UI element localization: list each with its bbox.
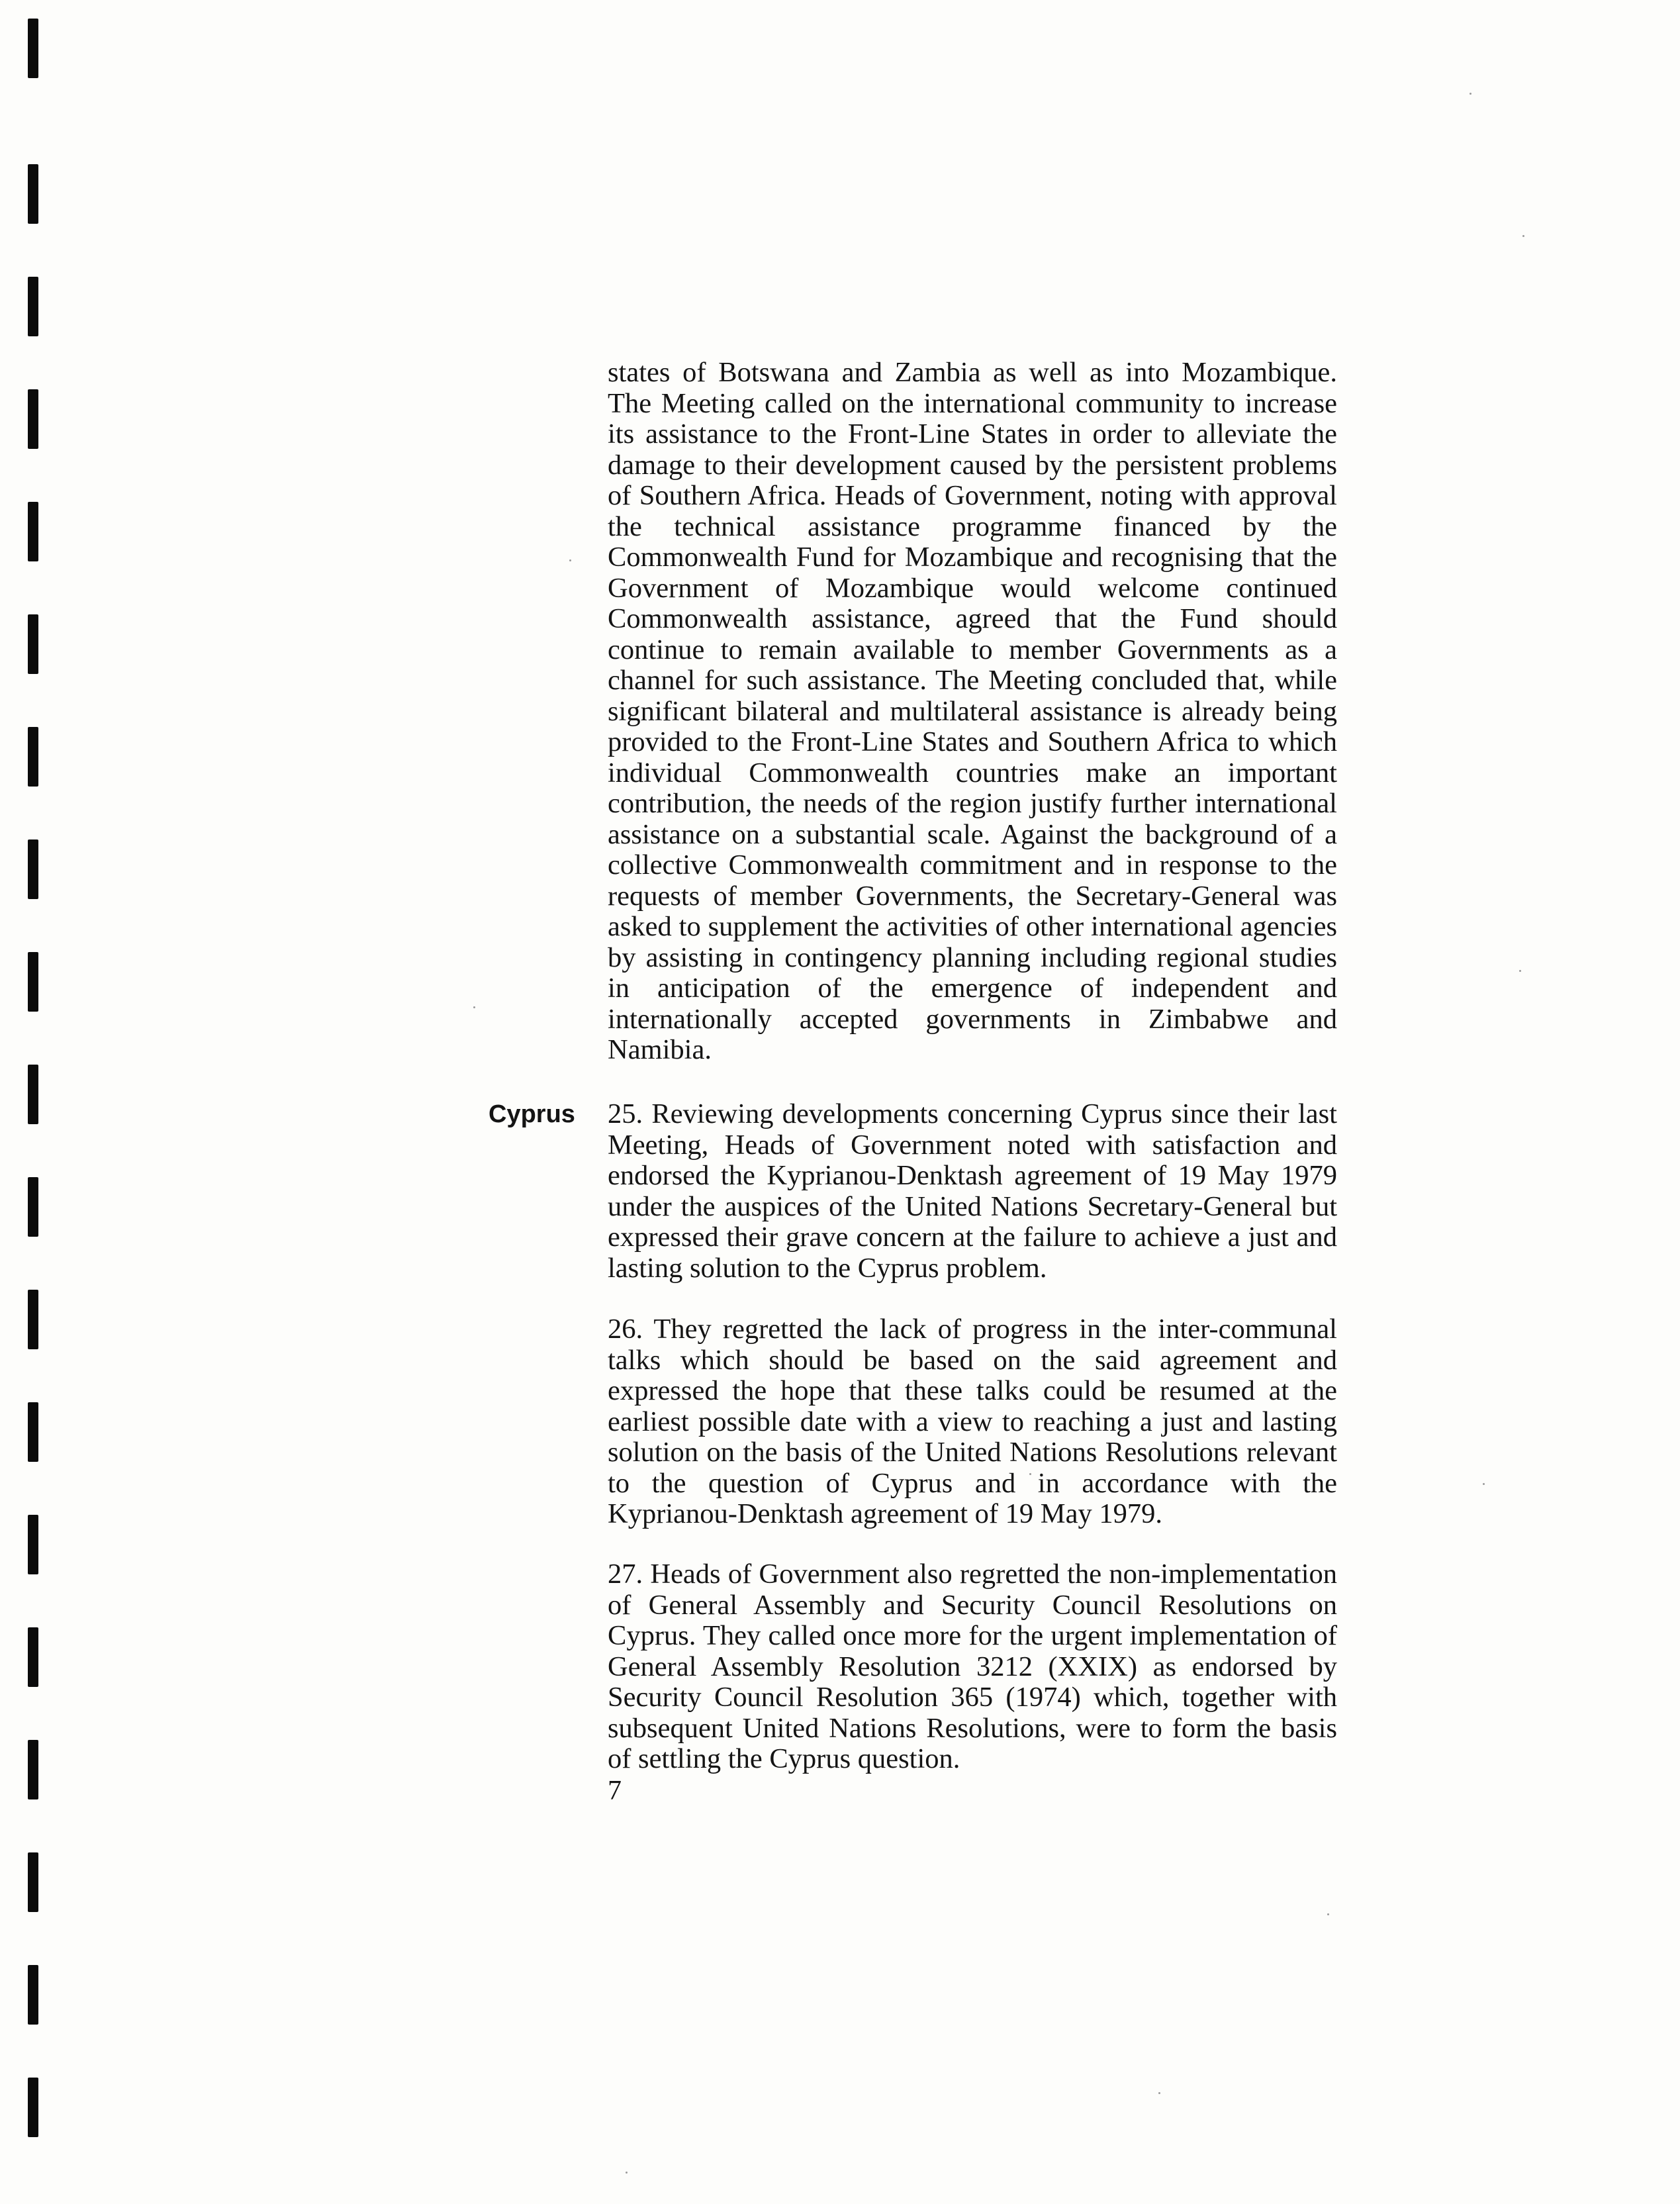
- binding-hole: [28, 502, 38, 561]
- scan-speck: [569, 559, 571, 561]
- margin-heading-cyprus: Cyprus: [489, 1100, 575, 1128]
- binding-hole: [28, 1065, 38, 1124]
- binding-hole: [28, 2078, 38, 2137]
- paragraph-26: 26. They regretted the lack of progress in the inter-communal talks which should be based on the said agreement and expressed the hope that these talks could be resumed at the earliest possible date with a view to reaching a just and lasting solution on the basis of the United Nations Resolutions relevant to the question of Cyprus and in accordance with the Kyprianou-Denktash agreement of 19 May 1979.: [608, 1314, 1337, 1529]
- scan-speck: [1522, 235, 1524, 237]
- binding-hole: [28, 1177, 38, 1237]
- binding-hole: [28, 1515, 38, 1574]
- scan-speck: [1519, 970, 1521, 972]
- scan-speck: [473, 1006, 475, 1008]
- page-number: 7: [608, 1776, 622, 1806]
- scan-speck: [1470, 93, 1471, 95]
- paragraph-continuation: states of Botswana and Zambia as well as into Mozambique. The Meeting called on the international community to increase its assistance to the Front-Line States in order to alleviate the damage to their development caused by the persistent problems of Southern Africa. Heads of Government, noting with approval the technical assistance programme financed by the Commonwealth Fund for Mozambique and recognising that the Government of Mozambique would welcome continued Commonwealth assistance, agreed that the Fund should continue to remain available to member Governments as a channel for such assistance. The Meeting concluded that, while significant bilateral and multilateral assistance is already being provided to the Front-Line States and Southern Africa to which individual Commonwealth countries make an important contribution, the needs of the region justify further international assistance on a substantial scale. Against the background of a collective Commonwealth commitment and in response to the requests of member Governments, the Secretary-General was asked to supplement the activities of other international agencies by assisting in contingency planning including regional studies in anticipation of the emergence of independent and internationally accepted governments in Zimbabwe and Namibia.: [608, 357, 1337, 1065]
- paragraph-25: 25. Reviewing developments concerning Cyprus since their last Meeting, Heads of Government noted with satisfaction and endorsed the Kyprianou-Denktash agreement of 19 May 1979 under the auspices of the United Nations Secretary-General but expressed their grave concern at the failure to achieve a just and lasting solution to the Cyprus problem.: [608, 1098, 1337, 1284]
- binding-hole: [28, 1740, 38, 1799]
- binding-hole: [28, 277, 38, 336]
- binding-hole: [28, 19, 38, 78]
- binding-hole: [28, 727, 38, 787]
- binding-hole: [28, 614, 38, 674]
- binding-hole: [28, 839, 38, 899]
- paragraph-27: 27. Heads of Government also regretted the non-implementation of General Assembly and Security Council Resolutions on Cyprus. They called once more for the urgent implementation of General Assembly Resolution 3212 (XXIX) as endorsed by Security Council Resolution 365 (1974) which, together with subsequent United Nations Resolutions, were to form the basis of settling the Cyprus question.: [608, 1558, 1337, 1774]
- scan-speck: [1483, 1483, 1485, 1485]
- binding-hole: [28, 1965, 38, 2025]
- scan-speck: [626, 2172, 628, 2174]
- binding-hole: [28, 1627, 38, 1687]
- binding-hole: [28, 389, 38, 449]
- scan-speck: [1158, 2092, 1160, 2094]
- binding-hole: [28, 952, 38, 1012]
- binding-holes: [0, 0, 79, 2204]
- binding-hole: [28, 1290, 38, 1349]
- binding-hole: [28, 1402, 38, 1462]
- binding-hole: [28, 1852, 38, 1912]
- scan-speck: [1327, 1913, 1329, 1915]
- binding-hole: [28, 164, 38, 224]
